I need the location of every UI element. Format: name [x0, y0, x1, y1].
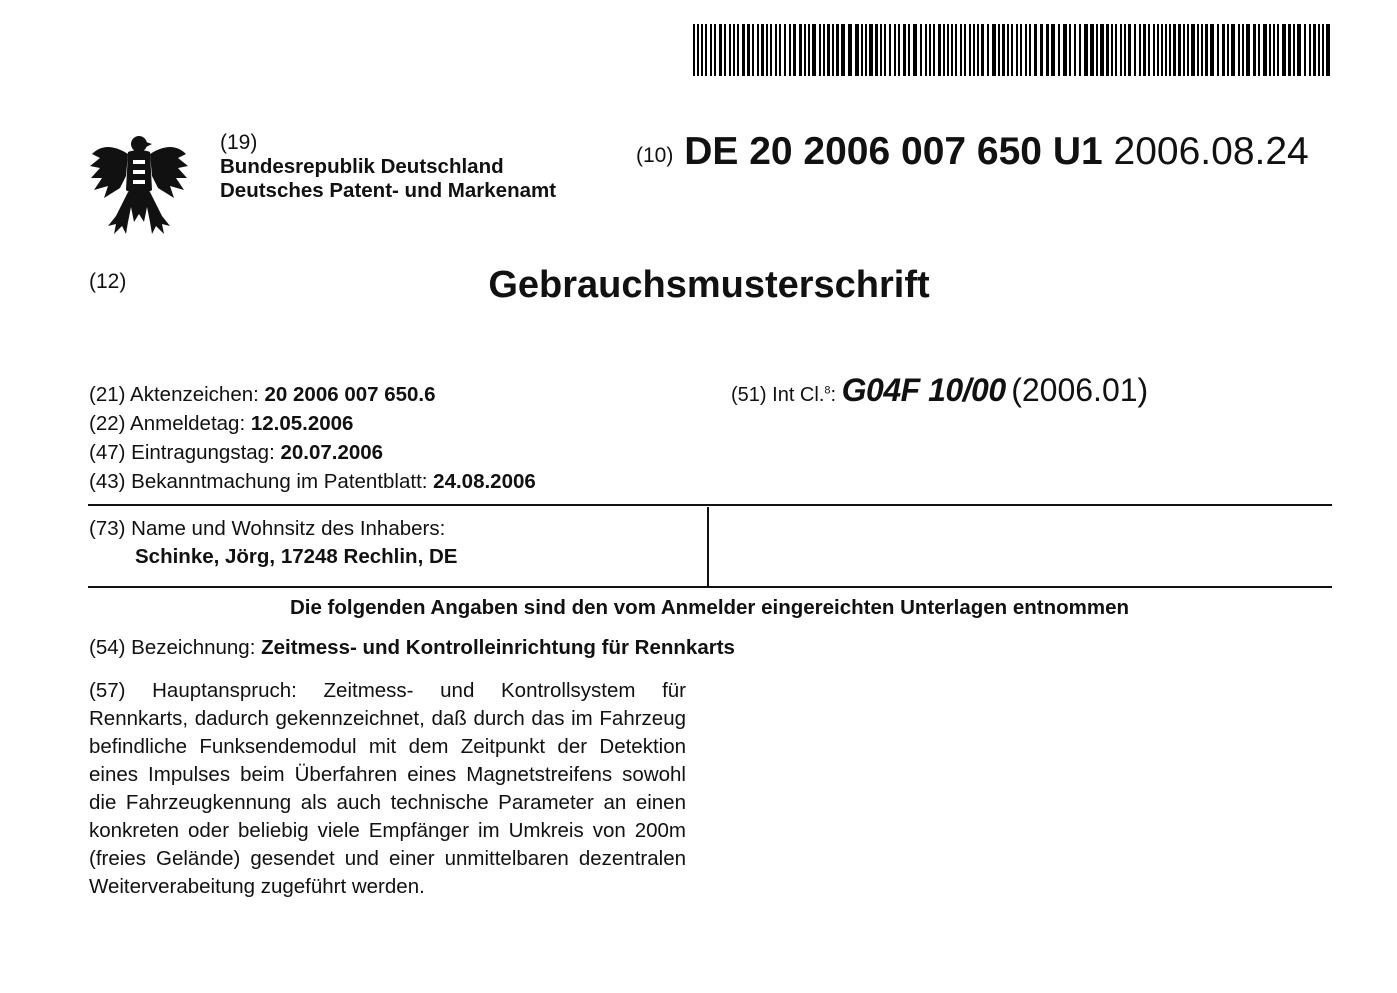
barcode-bar — [1134, 24, 1136, 76]
barcode — [693, 24, 1331, 76]
owner-name: Schinke, Jörg, 17248 Rechlin, DE — [135, 545, 458, 568]
file-number-value: 20 2006 007 650.6 — [264, 383, 436, 406]
barcode-bar — [1169, 24, 1171, 76]
barcode-bar — [880, 24, 882, 76]
barcode-bar — [981, 24, 984, 76]
barcode-bar — [693, 24, 695, 76]
barcode-bar — [1115, 24, 1117, 76]
barcode-bar — [1318, 24, 1320, 76]
barcode-bar — [884, 24, 886, 76]
barcode-bar — [964, 24, 966, 76]
code-57: (57) — [89, 679, 126, 702]
barcode-bar — [903, 24, 906, 76]
barcode-bar — [1063, 24, 1067, 76]
barcode-bar — [823, 24, 825, 76]
barcode-bar — [1002, 24, 1005, 76]
file-number-label: Aktenzeichen: — [130, 383, 259, 406]
barcode-bar — [1183, 24, 1185, 76]
code-10: (10) — [636, 144, 674, 167]
barcode-bar — [1069, 24, 1071, 76]
barcode-bar — [742, 24, 745, 76]
filing-date-value: 12.05.2006 — [250, 412, 354, 435]
barcode-bar — [793, 24, 796, 76]
main-claim-text: Zeitmess- und Kontrollsystem für Rennkarts, dadurch gekennzeichnet, daß durch das im Fahrzeug befindliche Funksendemodul mit dem Zeitpunkt der Detektion eines Impulses beim Überfahren eines Magnetstreifens sowohl die Fahrzeugkennung als auch technische Parameter an einen konkreten oder beliebig viele Empfänger im Umkreis von 200m (freies Gelände) gesendet und einer unmittelbaren dezentralen Weiterverabeitung zugeführt werden. — [89, 679, 686, 898]
barcode-bar — [1242, 24, 1244, 76]
publication-date: 2006.08.24 — [1113, 130, 1309, 173]
barcode-bar — [1046, 24, 1049, 76]
barcode-bar — [1205, 24, 1208, 76]
barcode-bar — [1173, 24, 1176, 76]
barcode-bar — [913, 24, 917, 76]
barcode-bar — [1165, 24, 1167, 76]
barcode-bar — [697, 24, 699, 76]
designation-label: Bezeichnung: — [131, 636, 256, 659]
barcode-bar — [1034, 24, 1037, 76]
barcode-bar — [729, 24, 731, 76]
barcode-bar — [1011, 24, 1013, 76]
filing-date-row — [89, 409, 536, 438]
publication-number-line — [636, 128, 1309, 176]
barcode-bar — [1143, 24, 1146, 76]
classification-colon: : — [830, 384, 837, 406]
barcode-bar — [836, 24, 839, 76]
barcode-bar — [1029, 24, 1031, 76]
code-12: (12) — [89, 270, 127, 293]
barcode-bar — [973, 24, 975, 76]
barcode-bar — [1051, 24, 1055, 76]
barcode-bar — [1074, 24, 1076, 76]
barcode-bar — [1210, 24, 1214, 76]
barcode-bar — [943, 24, 945, 76]
barcode-bar — [766, 24, 768, 76]
divider-bottom — [88, 586, 1332, 588]
barcode-bar — [933, 24, 935, 76]
barcode-bar — [1269, 24, 1271, 76]
barcode-bar — [1090, 24, 1094, 76]
barcode-bar — [1253, 24, 1256, 76]
barcode-bar — [714, 24, 716, 76]
barcode-bar — [1084, 24, 1088, 76]
barcode-bar — [951, 24, 953, 76]
barcode-bar — [894, 24, 896, 76]
bibliographic-data — [89, 380, 536, 496]
barcode-bar — [855, 24, 859, 76]
barcode-bar — [841, 24, 845, 76]
barcode-bar — [1297, 24, 1301, 76]
divider-vertical — [707, 507, 709, 587]
barcode-bar — [998, 24, 1000, 76]
barcode-bar — [865, 24, 867, 76]
barcode-bar — [1148, 24, 1150, 76]
barcode-bar — [1025, 24, 1027, 76]
code-51: (51) — [731, 384, 767, 406]
barcode-bar — [1222, 24, 1225, 76]
barcode-bar — [1273, 24, 1275, 76]
barcode-bar — [1238, 24, 1240, 76]
barcode-bar — [1058, 24, 1060, 76]
barcode-bar — [1079, 24, 1081, 76]
office-name: Deutsches Patent- und Markenamt — [220, 179, 557, 202]
office-header — [220, 131, 556, 203]
barcode-bar — [705, 24, 707, 76]
barcode-bar — [955, 24, 957, 76]
barcode-bar — [960, 24, 962, 76]
code-22: (22) — [89, 412, 126, 435]
barcode-bar — [929, 24, 931, 76]
barcode-bar — [1016, 24, 1018, 76]
barcode-bar — [1293, 24, 1295, 76]
owner-label: Name und Wohnsitz des Inhabers: — [131, 517, 446, 540]
barcode-bar — [1263, 24, 1267, 76]
barcode-bar — [812, 24, 816, 76]
barcode-bar — [861, 24, 863, 76]
barcode-bar — [808, 24, 810, 76]
applicant-notice: Die folgenden Angaben sind den vom Anmelder eingereichten Unterlagen entnommen — [289, 596, 1130, 619]
barcode-bar — [1120, 24, 1122, 76]
barcode-bar — [1258, 24, 1260, 76]
classification — [731, 372, 1148, 409]
barcode-bar — [1326, 24, 1330, 76]
barcode-bar — [761, 24, 764, 76]
barcode-bar — [1007, 24, 1009, 76]
barcode-bar — [784, 24, 786, 76]
barcode-bar — [1100, 24, 1104, 76]
barcode-bar — [1201, 24, 1203, 76]
barcode-bar — [1040, 24, 1043, 76]
barcode-bar — [747, 24, 750, 76]
barcode-bar — [1161, 24, 1163, 76]
barcode-bar — [1106, 24, 1109, 76]
barcode-bar — [1111, 24, 1113, 76]
barcode-bar — [804, 24, 806, 76]
announcement-row — [89, 467, 536, 496]
barcode-bar — [1128, 24, 1131, 76]
barcode-bar — [1277, 24, 1279, 76]
barcode-bar — [1227, 24, 1229, 76]
filing-date-label: Anmeldetag: — [130, 412, 246, 435]
barcode-bar — [969, 24, 971, 76]
barcode-bar — [1157, 24, 1159, 76]
registration-date-row — [89, 438, 536, 467]
barcode-bar — [1282, 24, 1286, 76]
barcode-bar — [775, 24, 777, 76]
barcode-bar — [719, 24, 722, 76]
federal-eagle-logo — [86, 130, 192, 244]
barcode-bar — [1139, 24, 1141, 76]
registration-date-value: 20.07.2006 — [280, 441, 384, 464]
barcode-bar — [799, 24, 802, 76]
barcode-bar — [724, 24, 726, 76]
barcode-bar — [710, 24, 712, 76]
code-19: (19) — [220, 131, 258, 154]
barcode-bar — [832, 24, 834, 76]
barcode-bar — [938, 24, 941, 76]
code-73: (73) — [89, 517, 126, 540]
publication-number: DE 20 2006 007 650 U1 — [684, 130, 1103, 173]
designation-row — [89, 636, 735, 660]
barcode-bar — [875, 24, 878, 76]
barcode-bar — [1187, 24, 1189, 76]
barcode-bar — [920, 24, 922, 76]
classification-edition: 8 — [824, 384, 831, 397]
file-number-row — [89, 380, 536, 409]
barcode-bar — [1217, 24, 1219, 76]
barcode-bar — [1309, 24, 1311, 76]
barcode-bar — [1313, 24, 1316, 76]
barcode-bar — [1178, 24, 1181, 76]
barcode-bar — [1304, 24, 1306, 76]
barcode-bar — [701, 24, 703, 76]
main-claim — [89, 677, 686, 901]
barcode-bar — [819, 24, 821, 76]
barcode-bar — [869, 24, 873, 76]
barcode-bar — [752, 24, 754, 76]
ipc-version: (2006.01) — [1011, 372, 1149, 408]
barcode-bar — [737, 24, 739, 76]
owner-block — [89, 515, 457, 571]
barcode-bar — [992, 24, 996, 76]
barcode-bar — [1153, 24, 1155, 76]
barcode-bar — [925, 24, 927, 76]
barcode-bar — [779, 24, 781, 76]
barcode-bar — [1246, 24, 1250, 76]
barcode-bar — [770, 24, 772, 76]
barcode-bar — [1197, 24, 1199, 76]
classification-label: Int Cl. — [772, 384, 825, 406]
main-claim-label: Hauptanspruch: — [152, 679, 297, 702]
barcode-bar — [827, 24, 830, 76]
barcode-bar — [1322, 24, 1324, 76]
barcode-bar — [1191, 24, 1195, 76]
document-type-title: Gebrauchsmusterschrift — [488, 264, 930, 306]
barcode-bar — [757, 24, 759, 76]
barcode-bar — [1231, 24, 1235, 76]
code-54: (54) — [89, 636, 126, 659]
barcode-bar — [908, 24, 910, 76]
divider-top — [88, 504, 1332, 506]
barcode-bar — [1124, 24, 1126, 76]
registration-date-label: Eintragungstag: — [131, 441, 275, 464]
barcode-bar — [987, 24, 989, 76]
barcode-bar — [848, 24, 852, 76]
code-21: (21) — [89, 383, 126, 406]
country-name: Bundesrepublik Deutschland — [220, 155, 504, 178]
barcode-bar — [1020, 24, 1022, 76]
barcode-bar — [1096, 24, 1098, 76]
designation-value: Zeitmess- und Kontrolleinrichtung für Rennkarts — [261, 636, 735, 659]
barcode-bar — [789, 24, 791, 76]
barcode-bar — [947, 24, 949, 76]
barcode-bar — [733, 24, 735, 76]
barcode-bar — [889, 24, 891, 76]
barcode-bar — [898, 24, 900, 76]
barcode-bar — [1288, 24, 1291, 76]
code-47: (47) — [89, 441, 126, 464]
announcement-label: Bekanntmachung im Patentblatt: — [131, 470, 428, 493]
announcement-value: 24.08.2006 — [433, 470, 536, 493]
ipc-code: G04F 10/00 — [841, 372, 1006, 408]
code-43: (43) — [89, 470, 126, 493]
barcode-bar — [977, 24, 979, 76]
